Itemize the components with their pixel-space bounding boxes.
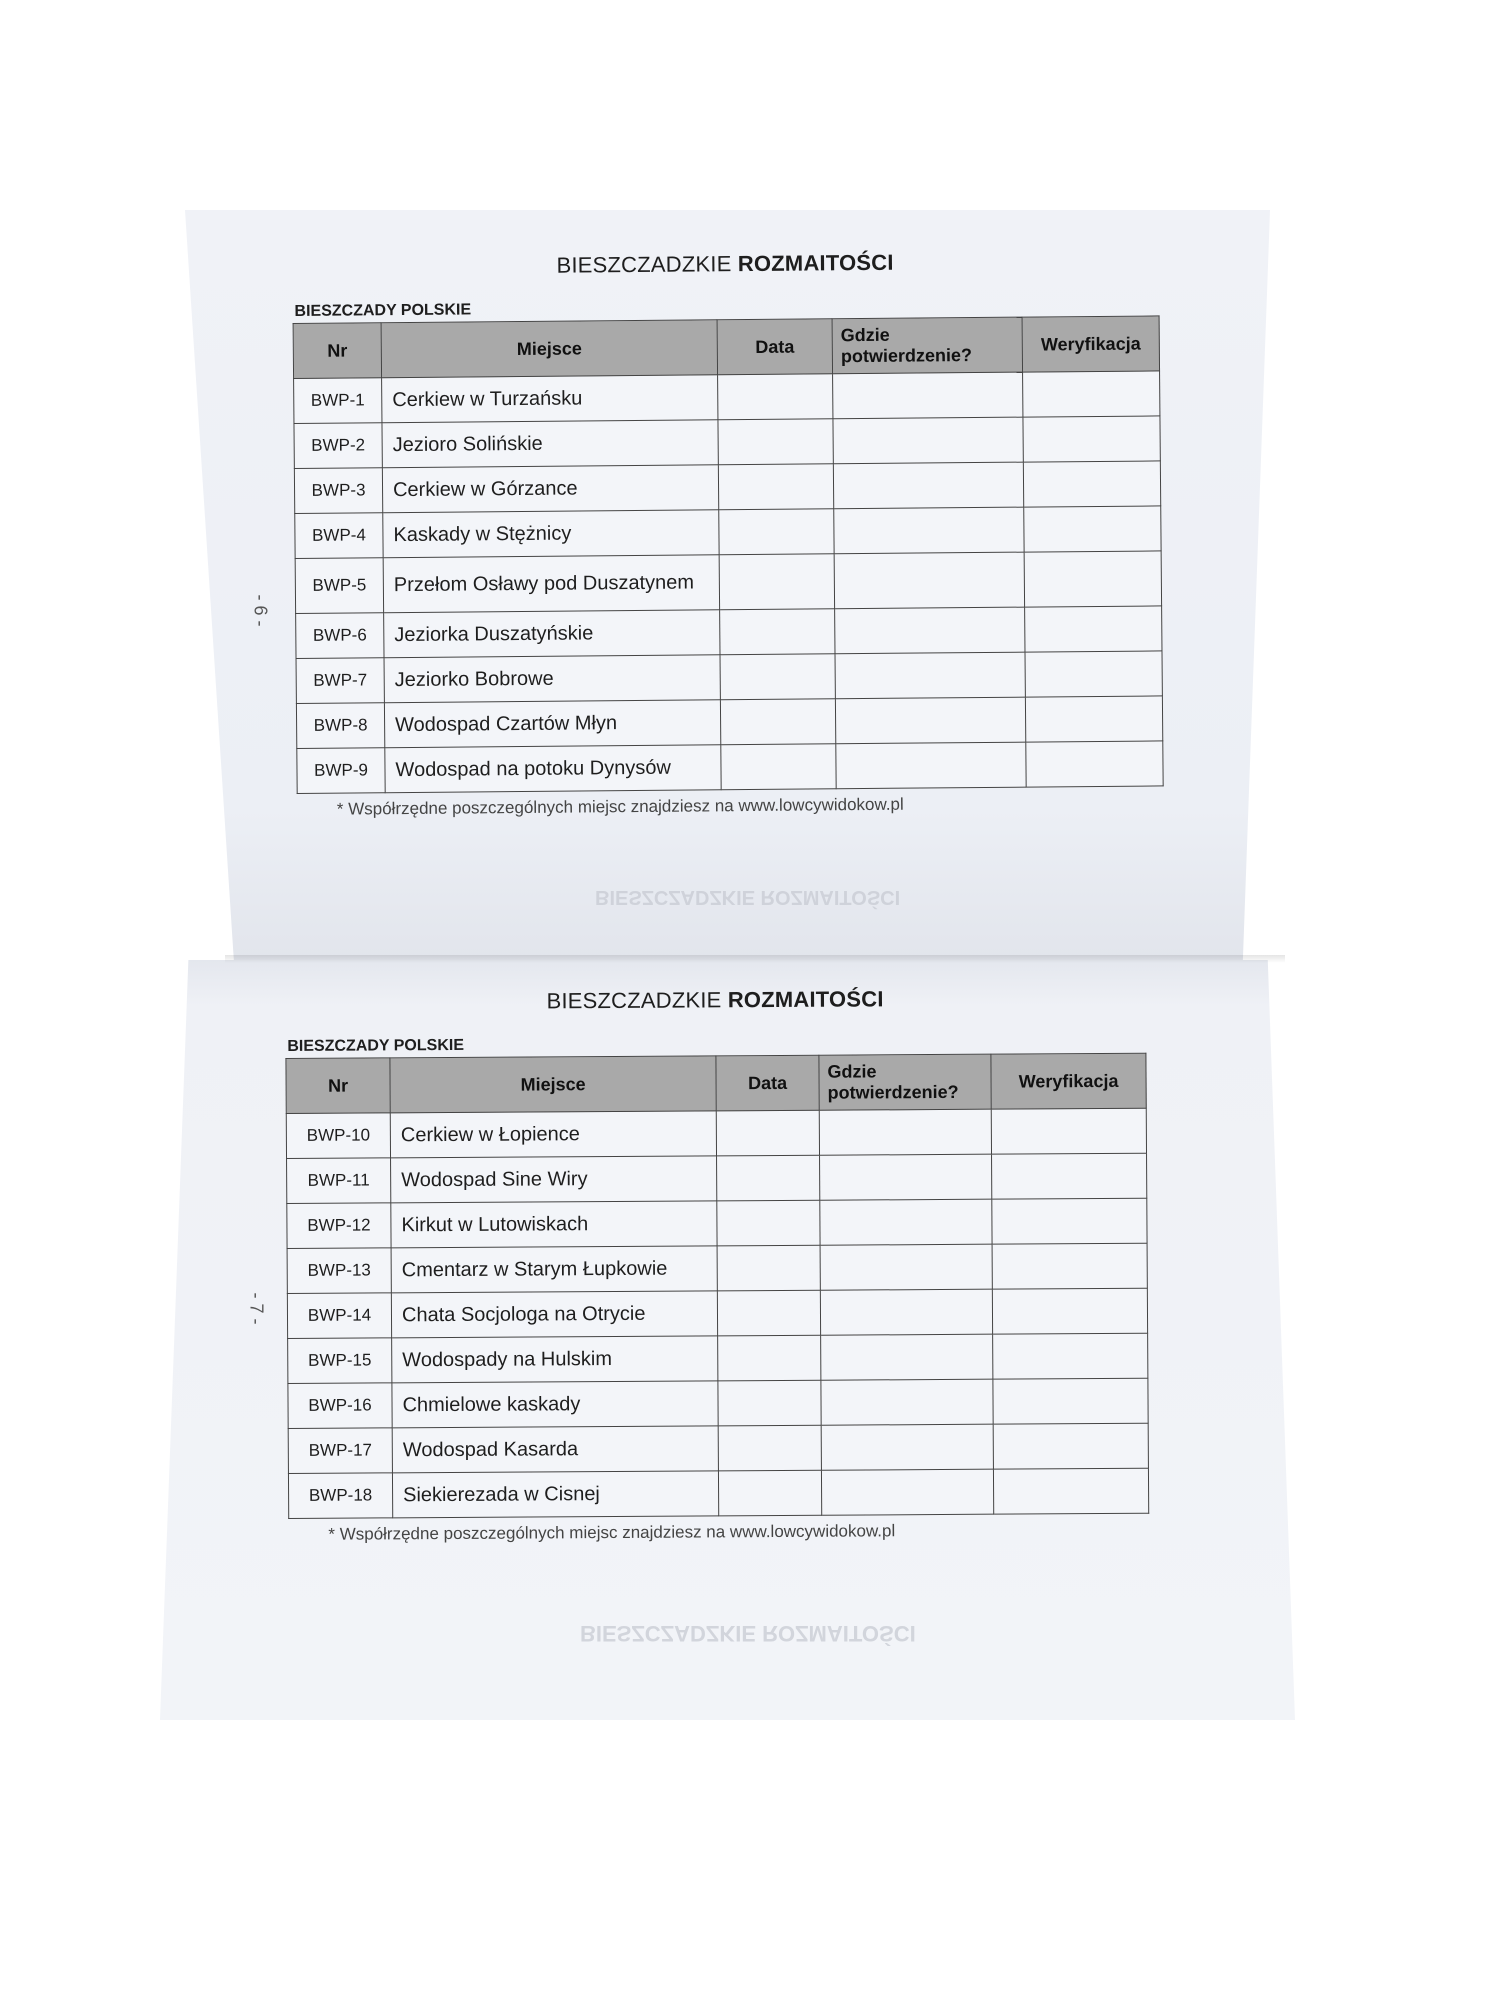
section-heading: BIESZCZADY POLSKIE bbox=[294, 301, 472, 320]
table-row bbox=[295, 506, 1161, 559]
confirmation-cell[interactable] bbox=[819, 1109, 991, 1155]
date-cell[interactable] bbox=[720, 609, 835, 655]
row-place: Wodospad na potoku Dynysów bbox=[385, 745, 721, 793]
table-row bbox=[294, 371, 1160, 424]
verification-cell[interactable] bbox=[993, 1468, 1148, 1514]
row-nr: BWP-7 bbox=[296, 658, 384, 704]
confirmation-cell[interactable] bbox=[820, 1199, 992, 1245]
verification-cell[interactable] bbox=[993, 1378, 1148, 1424]
verification-cell[interactable] bbox=[1025, 606, 1162, 652]
page-number: - 6 - bbox=[250, 594, 271, 627]
table-header-row bbox=[286, 1053, 1146, 1113]
column-header-date: Data bbox=[717, 319, 832, 375]
row-nr: BWP-6 bbox=[296, 613, 384, 659]
row-place: Cmentarz w Starym Łupkowie bbox=[391, 1246, 717, 1293]
row-place: Kaskady w Stężnicy bbox=[383, 510, 719, 558]
date-cell[interactable] bbox=[718, 1470, 821, 1516]
row-place: Chata Socjologa na Otrycie bbox=[391, 1291, 717, 1338]
column-header-place: Miejsce bbox=[390, 1056, 716, 1113]
table-row bbox=[296, 651, 1162, 704]
row-place: Jeziorka Duszatyńskie bbox=[384, 610, 720, 658]
row-place: Wodospad Kasarda bbox=[392, 1426, 718, 1473]
date-cell[interactable] bbox=[718, 374, 833, 420]
table-row bbox=[288, 1378, 1148, 1428]
row-place: Chmielowe kaskady bbox=[392, 1381, 718, 1428]
checklist-sheet-page-7 bbox=[285, 985, 1148, 1545]
date-cell[interactable] bbox=[718, 1425, 821, 1471]
row-nr: BWP-10 bbox=[286, 1113, 390, 1159]
row-nr: BWP-16 bbox=[288, 1383, 392, 1429]
confirmation-cell[interactable] bbox=[820, 1244, 992, 1290]
table-row bbox=[287, 1243, 1147, 1293]
table-row bbox=[287, 1198, 1147, 1248]
table-row bbox=[288, 1333, 1148, 1383]
column-header-date: Data bbox=[716, 1055, 819, 1111]
date-cell[interactable] bbox=[716, 1110, 819, 1156]
row-nr: BWP-13 bbox=[287, 1248, 391, 1294]
date-cell[interactable] bbox=[719, 509, 834, 555]
verification-cell[interactable] bbox=[1024, 551, 1161, 607]
verification-cell[interactable] bbox=[1023, 371, 1160, 417]
confirmation-cell[interactable] bbox=[835, 607, 1025, 654]
row-nr: BWP-1 bbox=[294, 378, 382, 424]
verification-cell[interactable] bbox=[992, 1153, 1147, 1199]
date-cell[interactable] bbox=[717, 1245, 820, 1291]
verification-cell[interactable] bbox=[1023, 416, 1160, 462]
table-row bbox=[297, 741, 1163, 794]
verification-cell[interactable] bbox=[1024, 506, 1161, 552]
date-cell[interactable] bbox=[718, 1380, 821, 1426]
row-place: Jezioro Solińskie bbox=[382, 420, 718, 468]
confirmation-cell[interactable] bbox=[836, 742, 1026, 789]
row-place: Cerkiew w Łopience bbox=[390, 1111, 716, 1158]
date-cell[interactable] bbox=[718, 1335, 821, 1381]
confirmation-cell[interactable] bbox=[820, 1289, 992, 1335]
confirmation-cell[interactable] bbox=[821, 1424, 993, 1470]
table-row bbox=[294, 416, 1160, 469]
checklist-table bbox=[285, 1053, 1149, 1519]
title-regular: BIESZCZADZKIE bbox=[556, 251, 732, 278]
date-cell[interactable] bbox=[720, 699, 835, 745]
confirmation-cell[interactable] bbox=[821, 1469, 993, 1515]
row-nr: BWP-4 bbox=[295, 513, 383, 559]
table-row bbox=[296, 696, 1162, 749]
row-nr: BWP-17 bbox=[288, 1428, 392, 1474]
column-header-nr: Nr bbox=[293, 323, 381, 379]
column-header-verification: Weryfikacja bbox=[991, 1053, 1146, 1109]
page-title bbox=[285, 985, 1145, 1016]
confirmation-cell[interactable] bbox=[820, 1154, 992, 1200]
section-heading: BIESZCZADY POLSKIE bbox=[287, 1036, 465, 1055]
verification-cell[interactable] bbox=[992, 1198, 1147, 1244]
verification-cell[interactable] bbox=[991, 1108, 1146, 1154]
table-row bbox=[287, 1288, 1147, 1338]
row-place: Cerkiew w Turzańsku bbox=[382, 375, 718, 423]
bleed-through-text: BIESZCZADZKIE ROZMAITOŚCI bbox=[580, 1621, 916, 1646]
row-place: Wodospad Sine Wiry bbox=[391, 1156, 717, 1203]
table-row bbox=[288, 1423, 1148, 1473]
verification-cell[interactable] bbox=[993, 1423, 1148, 1469]
date-cell[interactable] bbox=[717, 1290, 820, 1336]
row-nr: BWP-3 bbox=[294, 468, 382, 514]
date-cell[interactable] bbox=[718, 464, 833, 510]
row-place: Wodospady na Hulskim bbox=[392, 1336, 718, 1383]
date-cell[interactable] bbox=[717, 1200, 820, 1246]
date-cell[interactable] bbox=[721, 744, 836, 790]
verification-cell[interactable] bbox=[992, 1243, 1147, 1289]
row-nr: BWP-14 bbox=[287, 1293, 391, 1339]
confirmation-cell[interactable] bbox=[821, 1334, 993, 1380]
title-bold: ROZMAITOŚCI bbox=[737, 249, 894, 277]
title-bold: ROZMAITOŚCI bbox=[727, 986, 884, 1013]
footnote: * Współrzędne poszczególnych miejsc znajdziesz na www.lowcywidokow.pl bbox=[336, 794, 904, 819]
row-nr: BWP-8 bbox=[296, 703, 384, 749]
booklet-fold bbox=[225, 955, 1285, 963]
page-number: - 7 - bbox=[246, 1292, 267, 1325]
confirmation-cell[interactable] bbox=[834, 507, 1024, 554]
table-row bbox=[286, 1108, 1146, 1158]
verification-cell[interactable] bbox=[1026, 741, 1163, 787]
table-row bbox=[296, 606, 1162, 659]
column-header-confirmation: Gdzie potwierdzenie? bbox=[819, 1054, 991, 1110]
row-nr: BWP-18 bbox=[288, 1473, 392, 1519]
date-cell[interactable] bbox=[717, 1155, 820, 1201]
confirmation-cell[interactable] bbox=[833, 417, 1023, 464]
date-cell[interactable] bbox=[718, 419, 833, 465]
verification-cell[interactable] bbox=[1025, 651, 1162, 697]
footnote: * Współrzędne poszczególnych miejsc znajdziesz na www.lowcywidokow.pl bbox=[328, 1521, 896, 1544]
column-header-confirmation: Gdzie potwierdzenie? bbox=[832, 317, 1022, 374]
table-row bbox=[295, 551, 1161, 614]
verification-cell[interactable] bbox=[1023, 461, 1160, 507]
confirmation-cell[interactable] bbox=[835, 652, 1025, 699]
row-nr: BWP-5 bbox=[295, 558, 383, 614]
checklist-sheet-page-6 bbox=[292, 247, 1163, 820]
row-nr: BWP-2 bbox=[294, 423, 382, 469]
row-place: Cerkiew w Górzance bbox=[382, 465, 718, 513]
table-row bbox=[294, 461, 1160, 514]
row-place: Wodospad Czartów Młyn bbox=[384, 700, 720, 748]
verification-cell[interactable] bbox=[992, 1288, 1147, 1334]
verification-cell[interactable] bbox=[993, 1333, 1148, 1379]
confirmation-cell[interactable] bbox=[833, 462, 1023, 509]
table-row bbox=[287, 1153, 1147, 1203]
row-place: Przełom Osławy pod Duszatynem bbox=[383, 555, 719, 613]
table-header-row bbox=[293, 316, 1159, 379]
row-place: Kirkut w Lutowiskach bbox=[391, 1201, 717, 1248]
row-nr: BWP-12 bbox=[287, 1203, 391, 1249]
table-row bbox=[288, 1468, 1148, 1518]
column-header-place: Miejsce bbox=[381, 320, 717, 378]
row-nr: BWP-9 bbox=[297, 748, 385, 794]
row-place: Jeziorko Bobrowe bbox=[384, 655, 720, 703]
row-nr: BWP-15 bbox=[288, 1338, 392, 1384]
confirmation-cell[interactable] bbox=[821, 1379, 993, 1425]
verification-cell[interactable] bbox=[1025, 696, 1162, 742]
date-cell[interactable] bbox=[719, 554, 834, 610]
column-header-nr: Nr bbox=[286, 1058, 390, 1114]
confirmation-cell[interactable] bbox=[834, 552, 1024, 609]
bleed-through-text: BIESZCZADZKIE ROZMAITOŚCI bbox=[595, 886, 901, 908]
row-nr: BWP-11 bbox=[287, 1158, 391, 1204]
checklist-table bbox=[293, 315, 1164, 794]
confirmation-cell[interactable] bbox=[835, 697, 1025, 744]
row-place: Siekierezada w Cisnej bbox=[392, 1471, 718, 1518]
confirmation-cell[interactable] bbox=[833, 372, 1023, 419]
title-regular: BIESZCZADZKIE bbox=[546, 987, 722, 1014]
column-header-verification: Weryfikacja bbox=[1022, 316, 1159, 372]
date-cell[interactable] bbox=[720, 654, 835, 700]
